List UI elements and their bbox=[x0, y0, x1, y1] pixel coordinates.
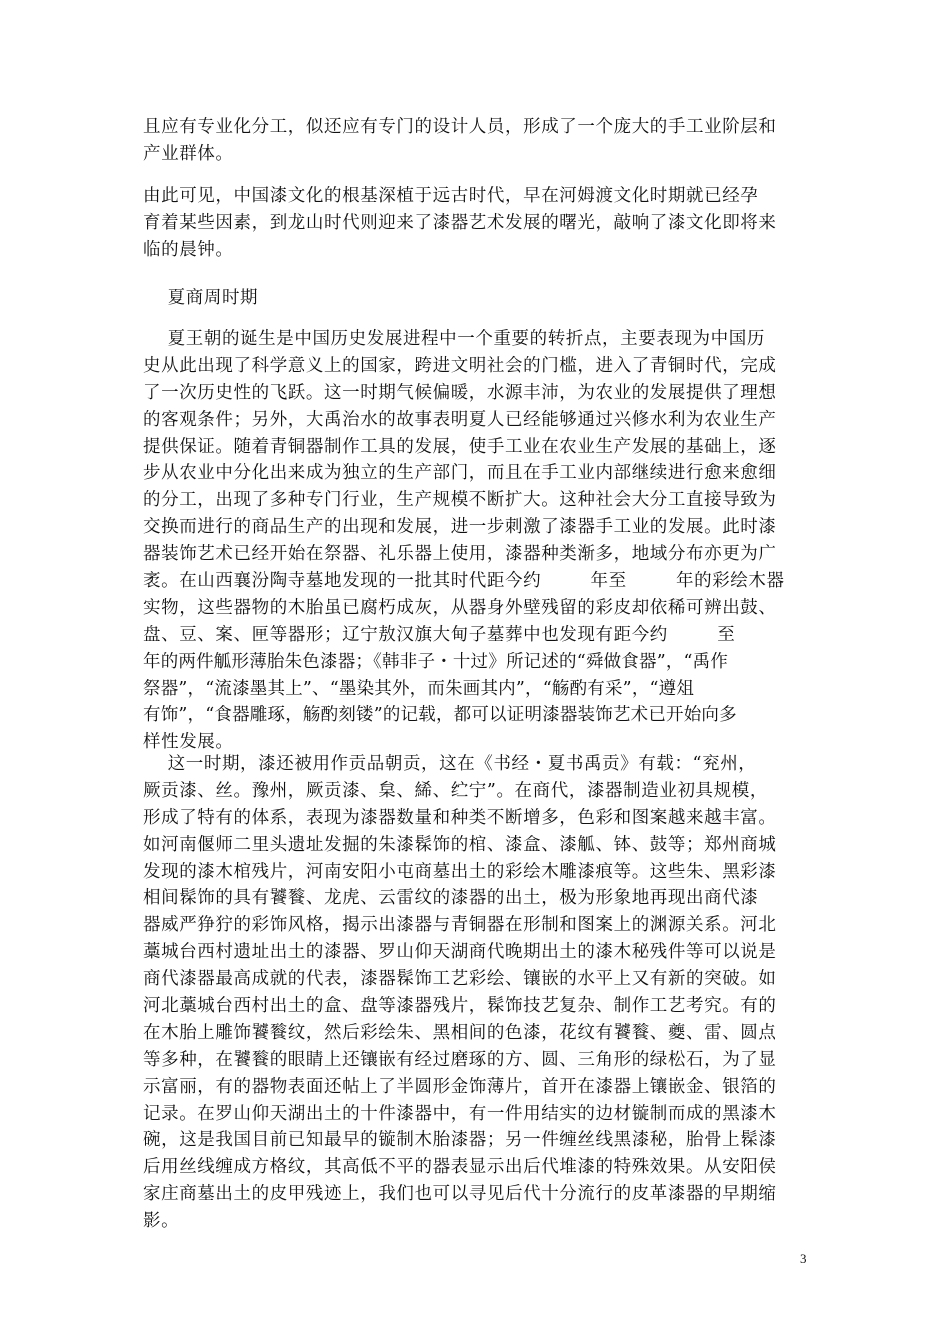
text-line: 且应有专业化分工，似还应有专门的设计人员，形成了一个庞大的手工业阶层和 bbox=[143, 117, 777, 137]
text-line: 藁城台西村遗址出土的漆器、罗山仰天湖商代晚期出土的漆木秘残件等可以说是 bbox=[143, 942, 777, 963]
text-line: 提供保证。随着青铜器制作工具的发展，使手工业在农业生产发展的基础上，逐 bbox=[143, 436, 777, 457]
text-line: 家庄商墓出土的皮甲残迹上，我们也可以寻见后代十分流行的皮革漆器的早期缩 bbox=[143, 1184, 777, 1205]
text-line: 河北藁城台西村出土的盒、盘等漆器残片，髹饰技艺复杂、制作工艺考究。有的 bbox=[143, 996, 777, 1017]
text-line: 临的晨钟。 bbox=[143, 239, 234, 260]
text-line: 器威严狰狞的彩饰风格，揭示出漆器与青铜器在形制和图案上的渊源关系。河北 bbox=[143, 915, 777, 936]
text-line: 影。 bbox=[143, 1211, 180, 1232]
text-line: 夏王朝的诞生是中国历史发展进程中一个重要的转折点，主要表现为中国历 bbox=[143, 329, 765, 349]
text-line: 碗，这是我国目前已知最早的镟制木胎漆器；另一件缠丝线黑漆秘，胎骨上髹漆 bbox=[143, 1130, 777, 1151]
text-line: 实物，这些器物的木胎虽已腐朽成灰，从器身外壁残留的彩皮却依稀可辨出鼓、 bbox=[143, 597, 777, 618]
text-line: 后用丝线缠成方格纹，其高低不平的器表显示出后代堆漆的特殊效果。从安阳侯 bbox=[143, 1157, 777, 1178]
text-line: 器装饰艺术已经开始在祭器、礼乐器上使用，漆器种类渐多，地域分布亦更为广 bbox=[143, 544, 777, 565]
text-line: 厥贡漆、丝。豫州，厥贡漆、枲、絺、纻宁”。在商代，漆器制造业初具规模， bbox=[143, 780, 768, 801]
text-line: 的分工，出现了多种专门行业，生产规模不断扩大。这种社会大分工直接导致为 bbox=[143, 490, 777, 511]
paragraph-xia-dynasty bbox=[143, 325, 785, 755]
page-number: 3 bbox=[800, 1251, 807, 1266]
text-line: 交换而进行的商品生产的出现和发展，进一步刺激了漆器手工业的发展。此时漆 bbox=[143, 517, 777, 538]
text-line: 这一时期，漆还被用作贡品朝贡，这在《书经・夏书禹贡》有载：“兖州， bbox=[143, 754, 757, 774]
text-line: 步从农业中分化出来成为独立的生产部门，而且在手工业内部继续进行愈来愈细 bbox=[143, 463, 777, 484]
text-line: 样性发展。 bbox=[143, 732, 234, 753]
paragraph-division-of-labor bbox=[143, 113, 777, 167]
text-line: 相间髹饰的具有饕餮、龙虎、云雷纹的漆器的出土，极为形象地再现出商代漆 bbox=[143, 888, 759, 909]
text-line: 年的两件觚形薄胎朱色漆器；《韩非子・十过》所记述的“舜做食器”，“禹作 bbox=[143, 651, 729, 672]
text-line: 记录。在罗山仰天湖出土的十件漆器中，有一件用结实的边材镟制而成的黑漆木 bbox=[143, 1103, 777, 1124]
text-line: 示富丽，有的器物表面还帖上了半圆形金饰薄片，首开在漆器上镶嵌金、银箔的 bbox=[143, 1076, 777, 1097]
text-line: 等多种，在饕餮的眼睛上还镶嵌有经过磨琢的方、圆、三角形的绿松石，为了显 bbox=[143, 1049, 777, 1070]
text-line: 发现的漆木棺残片，河南安阳小屯商墓出土的彩绘木雕漆痕等。这些朱、黑彩漆 bbox=[143, 861, 777, 882]
text-line: 史从此出现了科学意义上的国家，跨进文明社会的门槛，进入了青铜时代，完成 bbox=[143, 355, 777, 376]
text-line: 在木胎上雕饰饕餮纹，然后彩绘朱、黑相间的色漆，花纹有饕餮、夔、雷、圆点 bbox=[143, 1022, 777, 1043]
text-line: 祭器”，“流漆墨其上”、“墨染其外，而朱画其内”，“觞酌有采”，“遵俎 bbox=[143, 678, 695, 699]
text-line: 盘、豆、案、匣等器形；辽宁敖汉旗大甸子墓葬中也发现有距今约 至 bbox=[143, 624, 736, 645]
text-line: 形成了特有的体系，表现为漆器数量和种类不断增多，色彩和图案越来越丰富。 bbox=[143, 807, 777, 828]
text-line: 如河南偃师二里头遗址发掘的朱漆髹饰的棺、漆盒、漆觚、钵、鼓等；郑州商城 bbox=[143, 834, 777, 855]
paragraph-lacquer-culture-roots bbox=[143, 182, 777, 263]
text-line: 有饰”，“食器雕琢，觞酌刻镂”的记载，都可以证明漆器装饰艺术已开始向多 bbox=[143, 705, 737, 726]
text-line: 育着某些因素，到龙山时代则迎来了漆器艺术发展的曙光，敲响了漆文化即将来 bbox=[143, 212, 777, 233]
text-line: 了一次历史性的飞跃。这一时期气候偏暖，水源丰沛，为农业的发展提供了理想 bbox=[143, 382, 777, 403]
section-heading bbox=[143, 284, 258, 311]
text-line: 袤。在山西襄汾陶寺墓地发现的一批其时代距今约 年至 年的彩绘木器 bbox=[143, 571, 785, 592]
heading-text: 夏商周时期 bbox=[143, 288, 259, 308]
text-line: 的客观条件；另外，大禹治水的故事表明夏人已经能够通过兴修水利为农业生产 bbox=[143, 409, 777, 430]
text-line: 产业群体。 bbox=[143, 143, 234, 164]
paragraph-shang-dynasty bbox=[143, 750, 777, 1234]
text-line: 由此可见，中国漆文化的根基深植于远古时代，早在河姆渡文化时期就已经孕 bbox=[143, 186, 759, 206]
text-line: 商代漆器最高成就的代表，漆器髹饰工艺彩绘、镶嵌的水平上又有新的突破。如 bbox=[143, 969, 777, 990]
